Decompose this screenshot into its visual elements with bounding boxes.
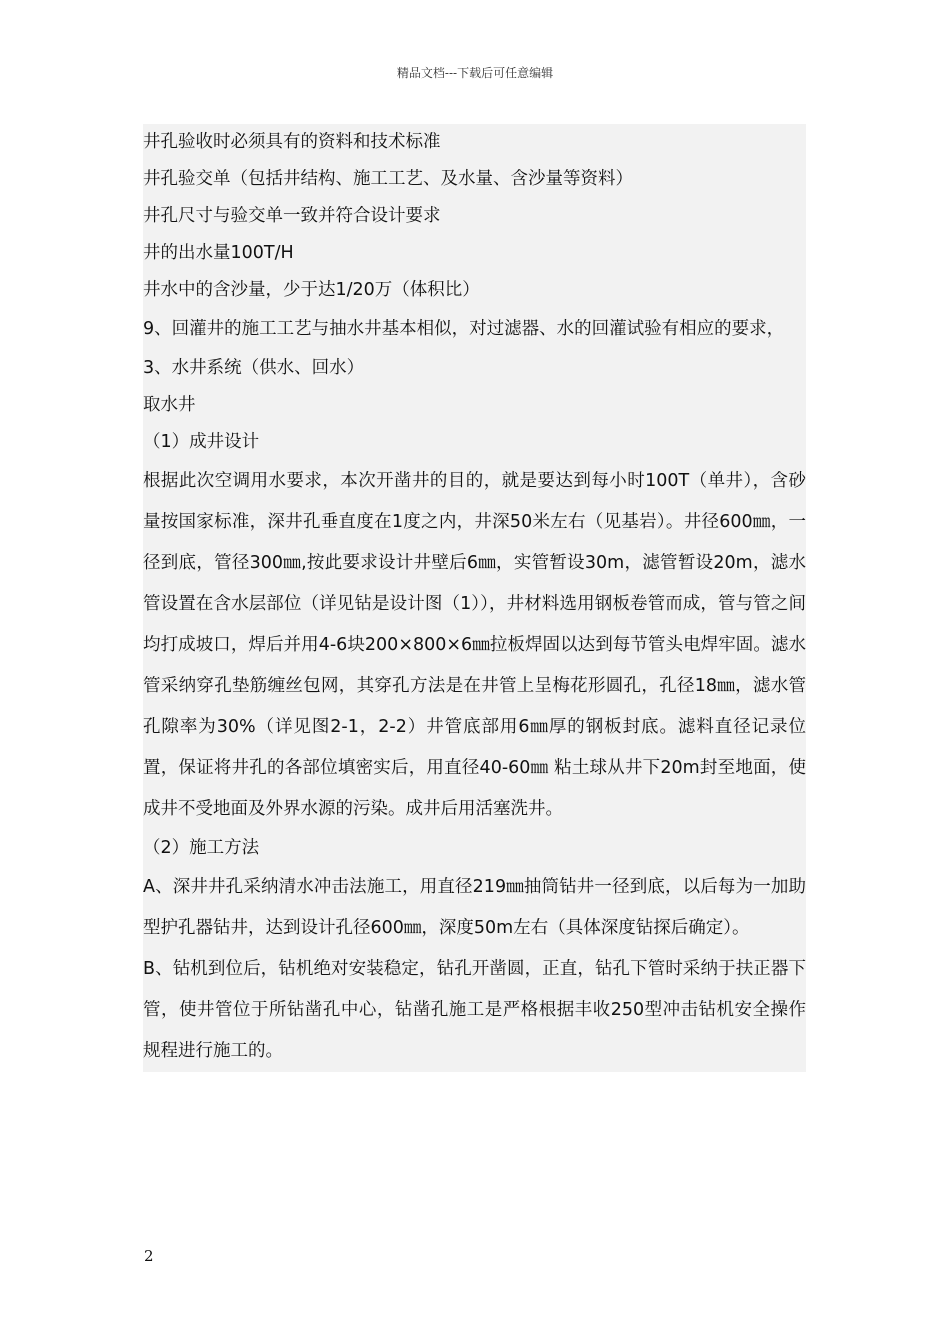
- text-line: 井孔尺寸与验交单一致并符合设计要求: [143, 206, 441, 226]
- section-heading: 3、水井系统（供水、回水）: [143, 358, 365, 378]
- text-line: 井的出水量100T/H: [143, 243, 294, 263]
- paragraph-well-design: 根据此次空调用水要求，本次开凿井的目的，就是要达到每小时100T（单井），含砂量按国家标准，深井孔垂直度在1度之内，井深50米左右（见基岩）。井径600㎜，一径到底，管径300㎜,按此要求设计井壁后6㎜，实管暂设30m，滤管暂设20m，滤水管设置在含水层部位（详见钻是设计图（1）），井材料选用钢板卷管而成，管与管之间均打成坡口，焊后并用4-6块200×800×6㎜拉板焊固以达到每节管头电焊牢固。滤水管采纳穿孔垫筋缠丝包网，其穿孔方法是在井管上呈梅花形圆孔，孔径18㎜，滤水管孔隙率为30%（详见图2-1，2-2）井管底部用6㎜厚的钢板封底。滤料直径记录位置，保证将井孔的各部位填密实后，用直径40-60㎜ 粘土球从井下20m封至地面，使成井不受地面及外界水源的污染。成井后用活塞洗井。: [143, 471, 806, 819]
- subsection-heading: 取水井: [143, 395, 196, 415]
- document-body: [143, 124, 806, 1072]
- subsection-heading: （2）施工方法: [143, 838, 260, 858]
- subsection-heading: （1）成井设计: [143, 432, 260, 452]
- paragraph-method-b: B、钻机到位后，钻机绝对安装稳定，钻孔开凿圆，正直，钻孔下管时采纳于扶正器下管，使井管位于所钻凿孔中心，钻凿孔施工是严格根据丰收250型冲击钻机安全操作规程进行施工的。: [143, 959, 806, 1061]
- text-line: 井孔验收时必须具有的资料和技术标准: [143, 132, 441, 152]
- page-header: 精品文档---下载后可任意编辑: [396, 66, 554, 80]
- page-number: 2: [144, 1247, 154, 1265]
- text-line: 井水中的含沙量，少于达1/20万（体积比）: [143, 280, 480, 300]
- text-line: 井孔验交单（包括井结构、施工工艺、及水量、含沙量等资料）: [143, 169, 633, 189]
- paragraph-item-9: 9、回灌井的施工工艺与抽水井基本相似，对过滤器、水的回灌试验有相应的要求，: [143, 319, 785, 339]
- paragraph-method-a: A、深井井孔采纳清水冲击法施工，用直径219㎜抽筒钻井一径到底，以后每为一加助型护孔器钻井，达到设计孔径600㎜，深度50m左右（具体深度钻探后确定）。: [143, 877, 806, 938]
